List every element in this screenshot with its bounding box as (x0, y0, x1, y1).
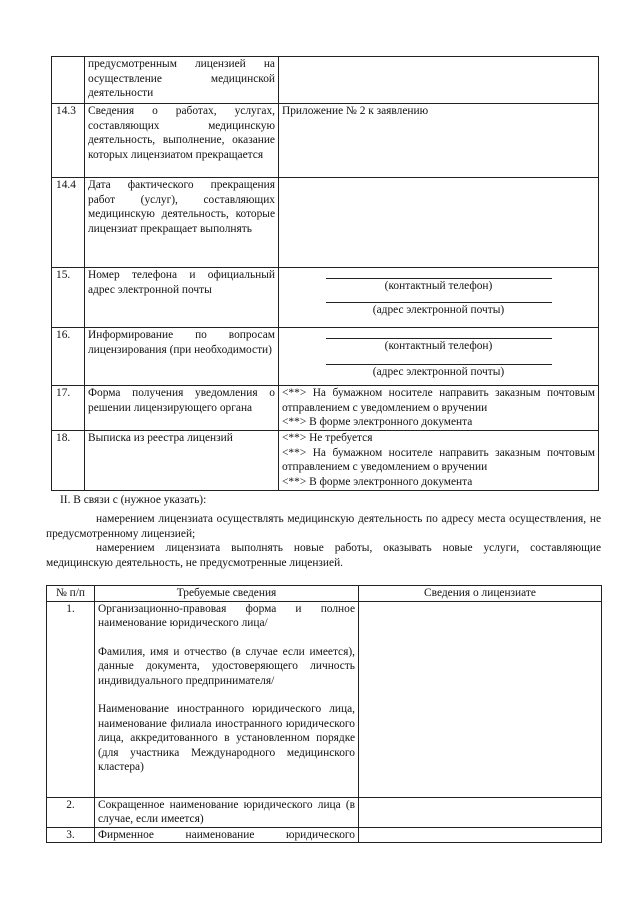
application-table-continued (51, 56, 599, 491)
table-row (52, 431, 599, 491)
row-number: 17. (52, 386, 85, 431)
row-number (52, 57, 85, 104)
option-electronic: <**> В форме электронного документа (282, 475, 473, 488)
email-caption: (адрес электронной почты) (372, 365, 505, 378)
header-info: Сведения о лицензиате (359, 586, 602, 602)
contact-field-group (279, 328, 599, 386)
table-row (47, 797, 602, 827)
paragraph-new-works: намерением лицензиата выполнять новые работы, оказывать новые услуги, составляющие медицинскую деятельность, не предусмотренные лицензией. (46, 542, 601, 569)
row-required-info: Сокращенное наименование юридического лица (в случае, если имеется) (95, 797, 359, 827)
row-licensee-value (359, 827, 602, 843)
row-description: Дата фактического прекращения работ (услуг), составляющих медицинскую деятельность, которые лицензиат прекращает выполнять (85, 178, 279, 268)
row-licensee-value (359, 601, 602, 797)
phone-caption: (контактный телефон) (384, 340, 493, 352)
section-heading: II. В связи с (нужное указать): (60, 494, 207, 506)
row-description: Номер телефона и официальный адрес электронной почты (85, 268, 279, 328)
licensee-info-table (46, 585, 602, 843)
phone-line (326, 268, 552, 279)
row-number: 3. (47, 827, 95, 843)
table-row (52, 268, 599, 328)
table-row (52, 104, 599, 178)
entrepreneur-name-text: Фамилия, имя и отчество (в случае если имеется), данные документа, удостоверяющего личность индивидуального предпринимателя/ (98, 645, 355, 687)
row-description: Информирование по вопросам лицензирования (при необходимости) (85, 328, 279, 386)
row-number: 16. (52, 328, 85, 386)
foreign-entity-name-text: Наименование иностранного юридического лица, наименование филиала иностранного юридического лица, аккредитованного в установленном порядке (для участника Международного медицинского кластера) (98, 703, 355, 773)
row-value (279, 178, 599, 268)
option-paper: <**> На бумажном носителе направить заказным почтовым отправлением с уведомлением о вручении (282, 446, 595, 473)
row-required-info: Фирменное наименование юридического (95, 827, 359, 843)
row-value (279, 57, 599, 104)
row-required-info (95, 601, 359, 797)
row-licensee-value (359, 797, 602, 827)
row-number: 14.3 (52, 104, 85, 178)
email-line (326, 294, 552, 303)
header-required: Требуемые сведения (95, 586, 359, 602)
row-options (279, 386, 599, 431)
row-number: 1. (47, 601, 95, 797)
phone-line (326, 328, 552, 339)
row-number: 2. (47, 797, 95, 827)
header-number: № п/п (47, 586, 95, 602)
legal-entity-name-text: Организационно-правовая форма и полное наименование юридического лица/ (98, 602, 355, 629)
contact-field-group (279, 268, 599, 328)
row-value: Приложение № 2 к заявлению (279, 104, 599, 178)
email-line (326, 354, 552, 365)
row-description: предусмотренным лицензией на осуществление медицинской деятельности (85, 57, 279, 104)
table-row (52, 178, 599, 268)
table-row (52, 57, 599, 104)
email-caption: (адрес электронной почты) (372, 303, 505, 316)
paragraph-address: намерением лицензиата осуществлять медицинскую деятельность по адресу места осуществления, не предусмотренному лицензией; (46, 513, 601, 540)
table-row (47, 827, 602, 843)
option-paper: <**> На бумажном носителе направить заказным почтовым отправлением с уведомлением о вручении (282, 387, 595, 414)
table-header-row (47, 586, 602, 602)
option-not-required: <**> Не требуется (282, 432, 373, 444)
row-description: Сведения о работах, услугах, составляющих медицинскую деятельность, выполнение, оказание которых лицензиатом прекращается (85, 104, 279, 178)
row-options (279, 431, 599, 491)
row-number: 18. (52, 431, 85, 491)
table-row (52, 328, 599, 386)
row-number: 15. (52, 268, 85, 328)
table-row (47, 601, 602, 797)
option-electronic: <**> В форме электронного документа (282, 416, 473, 428)
row-description: Форма получения уведомления о решении лицензирующего органа (85, 386, 279, 431)
table-row (52, 386, 599, 431)
phone-caption: (контактный телефон) (384, 280, 493, 292)
row-number: 14.4 (52, 178, 85, 268)
row-description: Выписка из реестра лицензий (85, 431, 279, 491)
